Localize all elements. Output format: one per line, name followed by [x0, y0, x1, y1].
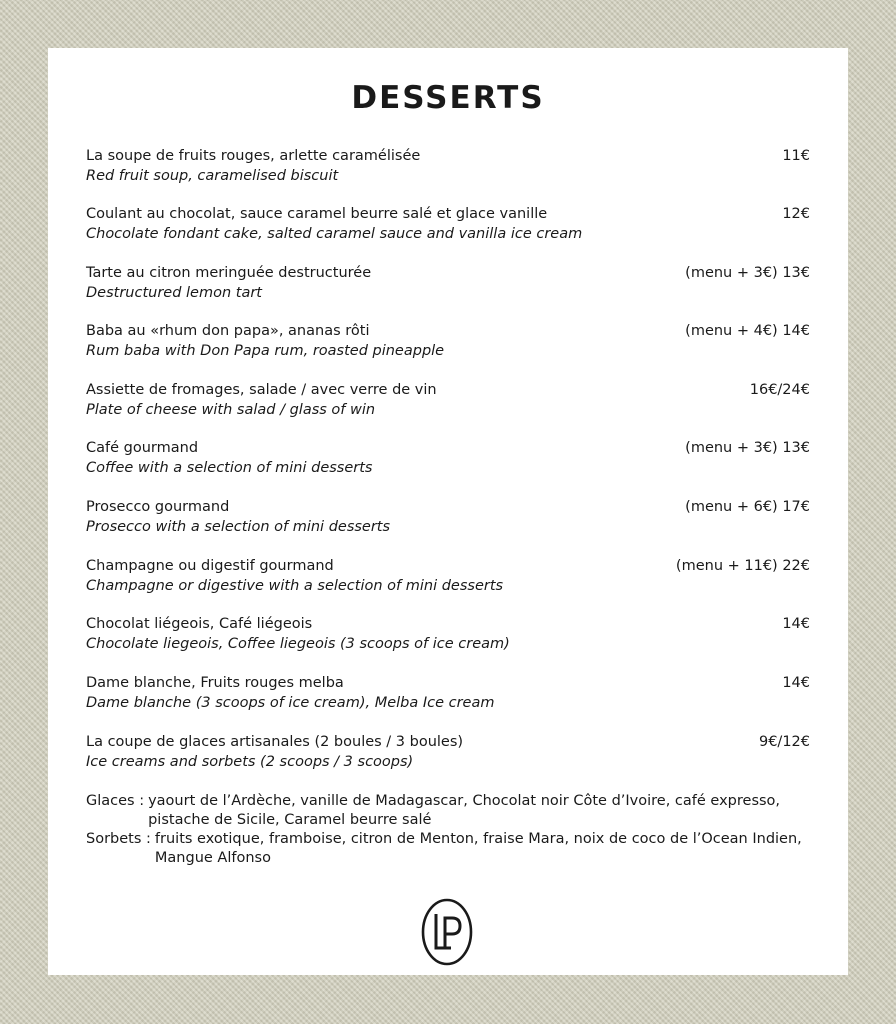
page-title: DESSERTS: [351, 80, 545, 116]
item-price: (menu + 6€) 17€: [685, 499, 810, 515]
item-name-en: Champagne or digestive with a selection of mini desserts: [86, 578, 504, 594]
item-name-en: Red fruit soup, caramelised biscuit: [86, 168, 339, 184]
flavour-notes: [86, 792, 816, 868]
item-price: 14€: [782, 616, 810, 632]
item-name-en: Dame blanche (3 scoops of ice cream), Melba Ice cream: [86, 695, 495, 711]
menu-item: [86, 673, 810, 713]
menu-item: [86, 321, 810, 361]
item-name-fr: Prosecco gourmand: [86, 499, 230, 515]
item-name-en: Chocolate fondant cake, salted caramel sauce and vanilla ice cream: [86, 226, 583, 242]
menu-item: [86, 263, 810, 303]
item-name-fr: Champagne ou digestif gourmand: [86, 558, 334, 574]
glaces-label: Glaces :: [86, 793, 145, 809]
item-price: 12€: [782, 206, 810, 222]
item-name-en: Ice creams and sorbets (2 scoops / 3 scoops): [86, 754, 414, 770]
sorbets-label: Sorbets :: [86, 831, 151, 847]
item-price: (menu + 3€) 13€: [685, 265, 810, 281]
item-price: 14€: [782, 675, 810, 691]
glaces-note: [86, 792, 816, 830]
item-name-en: Plate of cheese with salad / glass of win: [86, 402, 376, 418]
menu-item: [86, 438, 810, 478]
item-name-en: Destructured lemon tart: [86, 285, 262, 301]
item-name-fr: Coulant au chocolat, sauce caramel beurre salé et glace vanille: [86, 206, 548, 222]
item-name-fr: Chocolat liégeois, Café liégeois: [86, 616, 313, 632]
menu-item: [86, 146, 810, 186]
item-name-en: Rum baba with Don Papa rum, roasted pineapple: [86, 343, 445, 359]
menu-item: [86, 556, 810, 596]
item-price: 11€: [782, 148, 810, 164]
item-name-en: Coffee with a selection of mini desserts: [86, 460, 373, 476]
item-name-fr: Tarte au citron meringuée destructurée: [86, 265, 372, 281]
sorbets-note: [86, 830, 816, 868]
item-name-fr: La soupe de fruits rouges, arlette caramélisée: [86, 148, 421, 164]
item-name-fr: La coupe de glaces artisanales (2 boules / 3 boules): [86, 734, 464, 750]
menu-item: [86, 614, 810, 654]
glaces-text: yaourt de l’Ardèche, vanille de Madagascar, Chocolat noir Côte d’Ivoire, café expresso, pistache de Sicile, Caramel beurre salé: [148, 793, 781, 828]
menu-item: [86, 204, 810, 244]
menu-item: [86, 380, 810, 420]
item-name-en: Prosecco with a selection of mini desserts: [86, 519, 391, 535]
item-price: (menu + 3€) 13€: [685, 440, 810, 456]
item-name-en: Chocolate liegeois, Coffee liegeois (3 scoops of ice cream): [86, 636, 510, 652]
lp-logo-icon: [421, 898, 473, 966]
item-name-fr: Café gourmand: [86, 440, 199, 456]
item-price: 16€/24€: [749, 382, 810, 398]
item-name-fr: Baba au «rhum don papa», ananas rôti: [86, 323, 370, 339]
menu-item: [86, 732, 810, 772]
item-price: 9€/12€: [758, 734, 810, 750]
item-price: (menu + 4€) 14€: [685, 323, 810, 339]
sorbets-text: fruits exotique, framboise, citron de Menton, fraise Mara, noix de coco de l’Ocean Indien, Mangue Alfonso: [154, 831, 802, 866]
item-name-fr: Dame blanche, Fruits rouges melba: [86, 675, 344, 691]
menu-item: [86, 497, 810, 537]
item-price: (menu + 11€) 22€: [675, 558, 810, 574]
item-name-fr: Assiette de fromages, salade / avec verre de vin: [86, 382, 437, 398]
